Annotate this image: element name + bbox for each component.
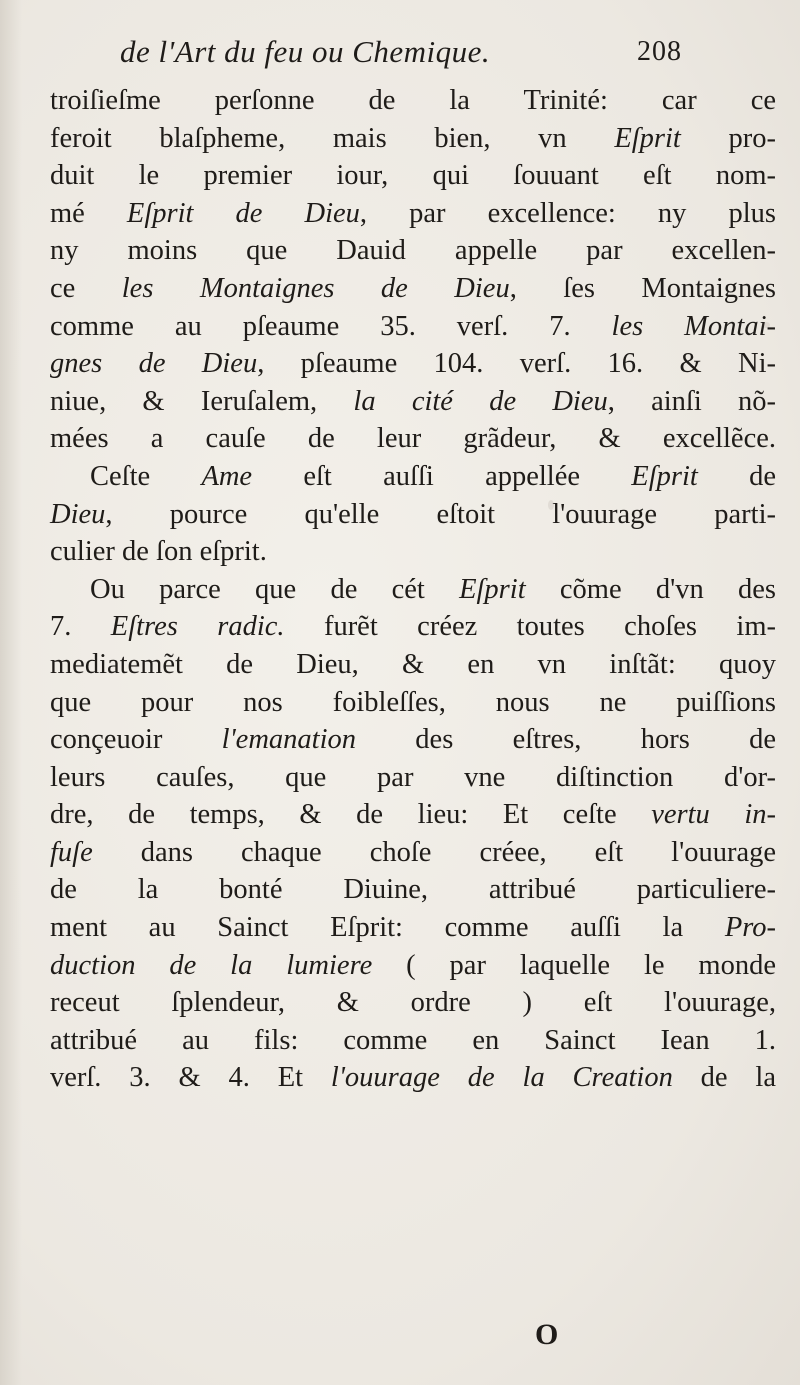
text-line [50, 232, 776, 270]
text-span: ment au Sainct Eſprit: comme auſſi la [50, 912, 725, 944]
text-span: mé [50, 197, 127, 229]
italic-span: Eſprit [459, 573, 526, 605]
italic-span: gnes de Dieu [50, 348, 258, 380]
text-span: mediatemẽt de Dieu, & en vn inſtãt: quoy [50, 648, 776, 680]
text-span: des eſtres, hors de [356, 724, 776, 756]
text-span: 7. [50, 611, 111, 643]
text-line [50, 458, 776, 496]
text-span: leurs cauſes, que par vne diſtinction d'or- [50, 761, 776, 793]
text-span: niue, & Ieruſalem, [50, 385, 354, 417]
italic-span: Eſprit [631, 460, 698, 492]
text-span: comme au pſeaume 35. verſ. 7. [50, 310, 612, 342]
text-span: eſt auſſi appellée [252, 460, 632, 492]
text-line [50, 270, 776, 308]
text-line [50, 909, 776, 947]
gutter-shadow [0, 0, 22, 1385]
text-line [50, 345, 776, 383]
text-span: attribué au fils: comme en Sainct Iean 1. [50, 1024, 776, 1056]
signature-mark: O [535, 1318, 559, 1351]
text-line [50, 834, 776, 872]
italic-span: duction de la lumiere [50, 949, 373, 981]
text-span: , pſeaume 104. verſ. 16. & Ni- [257, 348, 776, 380]
text-span: duit le premier iour, qui ſouuant eſt nom- [50, 160, 776, 192]
text-span: , ſes Montaignes [509, 272, 776, 304]
text-line [50, 533, 776, 571]
text-span: Ou parce que de cét [90, 573, 460, 605]
text-span: dans chaque choſe créee, eſt l'ouurage [92, 836, 776, 868]
text-span: , ainſi nõ- [607, 385, 777, 417]
text-line [50, 947, 776, 985]
text-line [50, 571, 776, 609]
text-line [50, 608, 776, 646]
text-line [50, 420, 776, 458]
text-span: cõme d'vn des [525, 573, 777, 605]
italic-span: Dieu [50, 498, 106, 530]
text-line [50, 120, 776, 158]
text-span: mées a cauſe de leur grãdeur, & excellẽce. [50, 423, 776, 455]
text-span: Ceſte [90, 460, 202, 492]
body-text [50, 82, 776, 1097]
text-line [50, 82, 776, 120]
italic-span: les Montaignes de Dieu [121, 272, 510, 304]
text-line [50, 496, 776, 534]
text-span: troiſieſme perſonne de la Trinité: car ce [50, 85, 776, 116]
text-span: pro- [680, 122, 776, 154]
text-span: dre, de temps, & de lieu: Et ceſte [50, 799, 652, 831]
running-head [120, 34, 680, 78]
text-span: , par excellence: ny plus [359, 197, 776, 229]
text-span: verſ. 3. & 4. Et [50, 1062, 331, 1094]
italic-span: l'ouurage de la Creation [330, 1062, 673, 1094]
text-span: ( par laquelle le monde [372, 949, 776, 981]
running-title: de l'Art du feu ou Chemique. [120, 34, 491, 69]
italic-span: les Montai- [611, 310, 776, 342]
text-line [50, 1059, 776, 1097]
paper-speck [762, 322, 770, 328]
text-line [50, 383, 776, 421]
text-line [50, 195, 776, 233]
text-span: de la [672, 1062, 776, 1094]
text-line [50, 157, 776, 195]
text-span: ny moins que Dauid appelle par excellen- [50, 235, 776, 267]
text-line [50, 759, 776, 797]
italic-span: fuſe [50, 836, 93, 868]
italic-span: Pro- [724, 912, 776, 944]
text-line [50, 871, 776, 909]
text-line [50, 308, 776, 346]
italic-span: vertu in- [651, 799, 777, 831]
paper-speck [548, 500, 554, 510]
italic-span: Ame [201, 460, 253, 492]
text-span: feroit blaſpheme, mais bien, vn [50, 122, 615, 154]
text-span: de la bonté Diuine, attribué particuliere- [50, 874, 776, 906]
text-line [50, 796, 776, 834]
italic-span: l'emanation [221, 724, 356, 756]
text-span: que pour nos foibleſſes, nous ne puiſſions [50, 686, 776, 718]
italic-span: Eſtres radic. [110, 611, 285, 643]
text-span: furẽt créez toutes choſes im- [284, 611, 776, 643]
text-line [50, 684, 776, 722]
text-span: culier de ſon eſprit. [50, 536, 267, 568]
text-line [50, 984, 776, 1022]
text-span: , pource qu'elle eſtoit l'ouurage parti- [105, 498, 776, 530]
text-span: conçeuoir [50, 724, 222, 756]
italic-span: Eſprit [614, 122, 681, 154]
text-span: de [697, 460, 776, 492]
page-number: 208 [637, 36, 682, 67]
text-span: ce [50, 272, 122, 304]
text-line [50, 1022, 776, 1060]
text-line [50, 646, 776, 684]
italic-span: la cité de Dieu [353, 385, 608, 417]
text-span: receut ſplendeur, & ordre ) eſt l'ouurage, [50, 987, 776, 1019]
text-line [50, 721, 776, 759]
italic-span: Eſprit de Dieu [126, 197, 360, 229]
